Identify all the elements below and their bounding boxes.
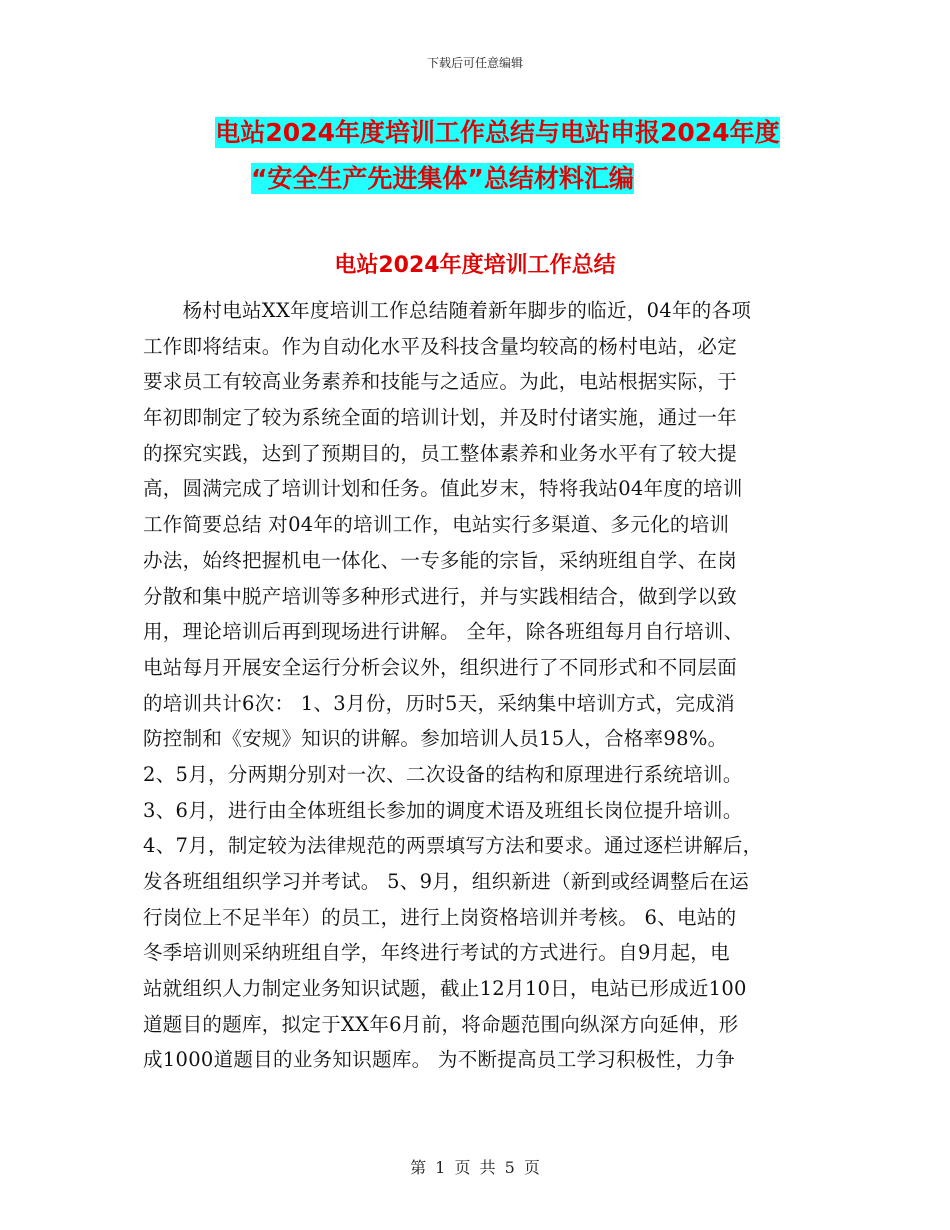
body-line: 年初即制定了较为系统全面的培训计划，并及时付诸实施，通过一年 xyxy=(143,406,738,430)
body-line: 高，圆满完成了培训计划和任务。值此岁末，特将我站04年度的培训 xyxy=(143,477,743,501)
body-line: 行岗位上不足半年）的员工，进行上岗资格培训并考核。 6、电站的 xyxy=(143,905,737,929)
body-text xyxy=(143,293,815,1078)
body-line: 防控制和《安规》知识的讲解。参加培训人员15人，合格率98%。 xyxy=(143,727,728,751)
page-header-note: 下载后可任意编辑 xyxy=(426,56,523,70)
body-line: 的探究实践，达到了预期目的，员工整体素养和业务水平有了较大提 xyxy=(143,441,738,465)
body-line: 电站每月开展安全运行分析会议外，组织进行了不同形式和不同层面 xyxy=(143,655,738,679)
document-title-line-2 xyxy=(221,156,950,202)
page-footer-number: 第 1 页 共 5 页 xyxy=(410,1158,540,1177)
body-line: 3、6月，进行由全体班组长参加的调度术语及班组长岗位提升培训。 xyxy=(143,798,743,822)
body-line: 工作即将结束。作为自动化水平及科技含量均较高的杨村电站，必定 xyxy=(143,334,738,358)
body-line: 工作简要总结 对04年的培训工作，电站实行多渠道、多元化的培训 xyxy=(143,513,730,537)
body-line: 道题目的题库，拟定于XX年6月前，将命题范围向纵深方向延伸，形 xyxy=(143,1012,739,1036)
body-line: 成1000道题目的业务知识题库。 为不断提高员工学习积极性，力争 xyxy=(143,1048,735,1072)
body-line: 的培训共计6次： 1、3月份，历时5天，采纳集中培训方式，完成消 xyxy=(143,691,735,715)
section-title: 电站2024年度培训工作总结 xyxy=(334,253,616,278)
body-line: 要求员工有较高业务素养和技能与之适应。为此，电站根据实际，于 xyxy=(143,370,738,394)
body-line: 发各班组组织学习并考试。 5、9月，组织新进（新到或经调整后在运 xyxy=(143,870,750,893)
body-line: 4、7月，制定较为法律规范的两票填写方法和要求。通过逐栏讲解后， xyxy=(143,834,763,858)
body-line: 杨村电站XX年度培训工作总结随着新年脚步的临近，04年的各项 xyxy=(143,299,752,322)
body-line: 分散和集中脱产培训等多种形式进行，并与实践相结合，做到学以致 xyxy=(143,584,738,608)
document-title-line-1 xyxy=(0,110,950,156)
body-line: 办法，始终把握机电一体化、一专多能的宗旨，采纳班组自学、在岗 xyxy=(143,548,738,572)
title-highlight-2: “安全生产先进集体”总结材料汇编 xyxy=(251,164,634,193)
body-line: 用，理论培训后再到现场进行讲解。 全年，除各班组每月自行培训、 xyxy=(143,620,744,644)
body-line: 冬季培训则采纳班组自学，年终进行考试的方式进行。自9月起，电 xyxy=(143,941,730,965)
document-title xyxy=(0,110,950,202)
body-line: 2、5月，分两期分别对一次、二次设备的结构和原理进行系统培训。 xyxy=(143,762,743,786)
body-line: 站就组织人力制定业务知识试题，截止12月10日，电站已形成近100 xyxy=(143,977,747,1001)
title-highlight-1: 电站2024年度培训工作总结与电站申报2024年度 xyxy=(215,118,780,147)
